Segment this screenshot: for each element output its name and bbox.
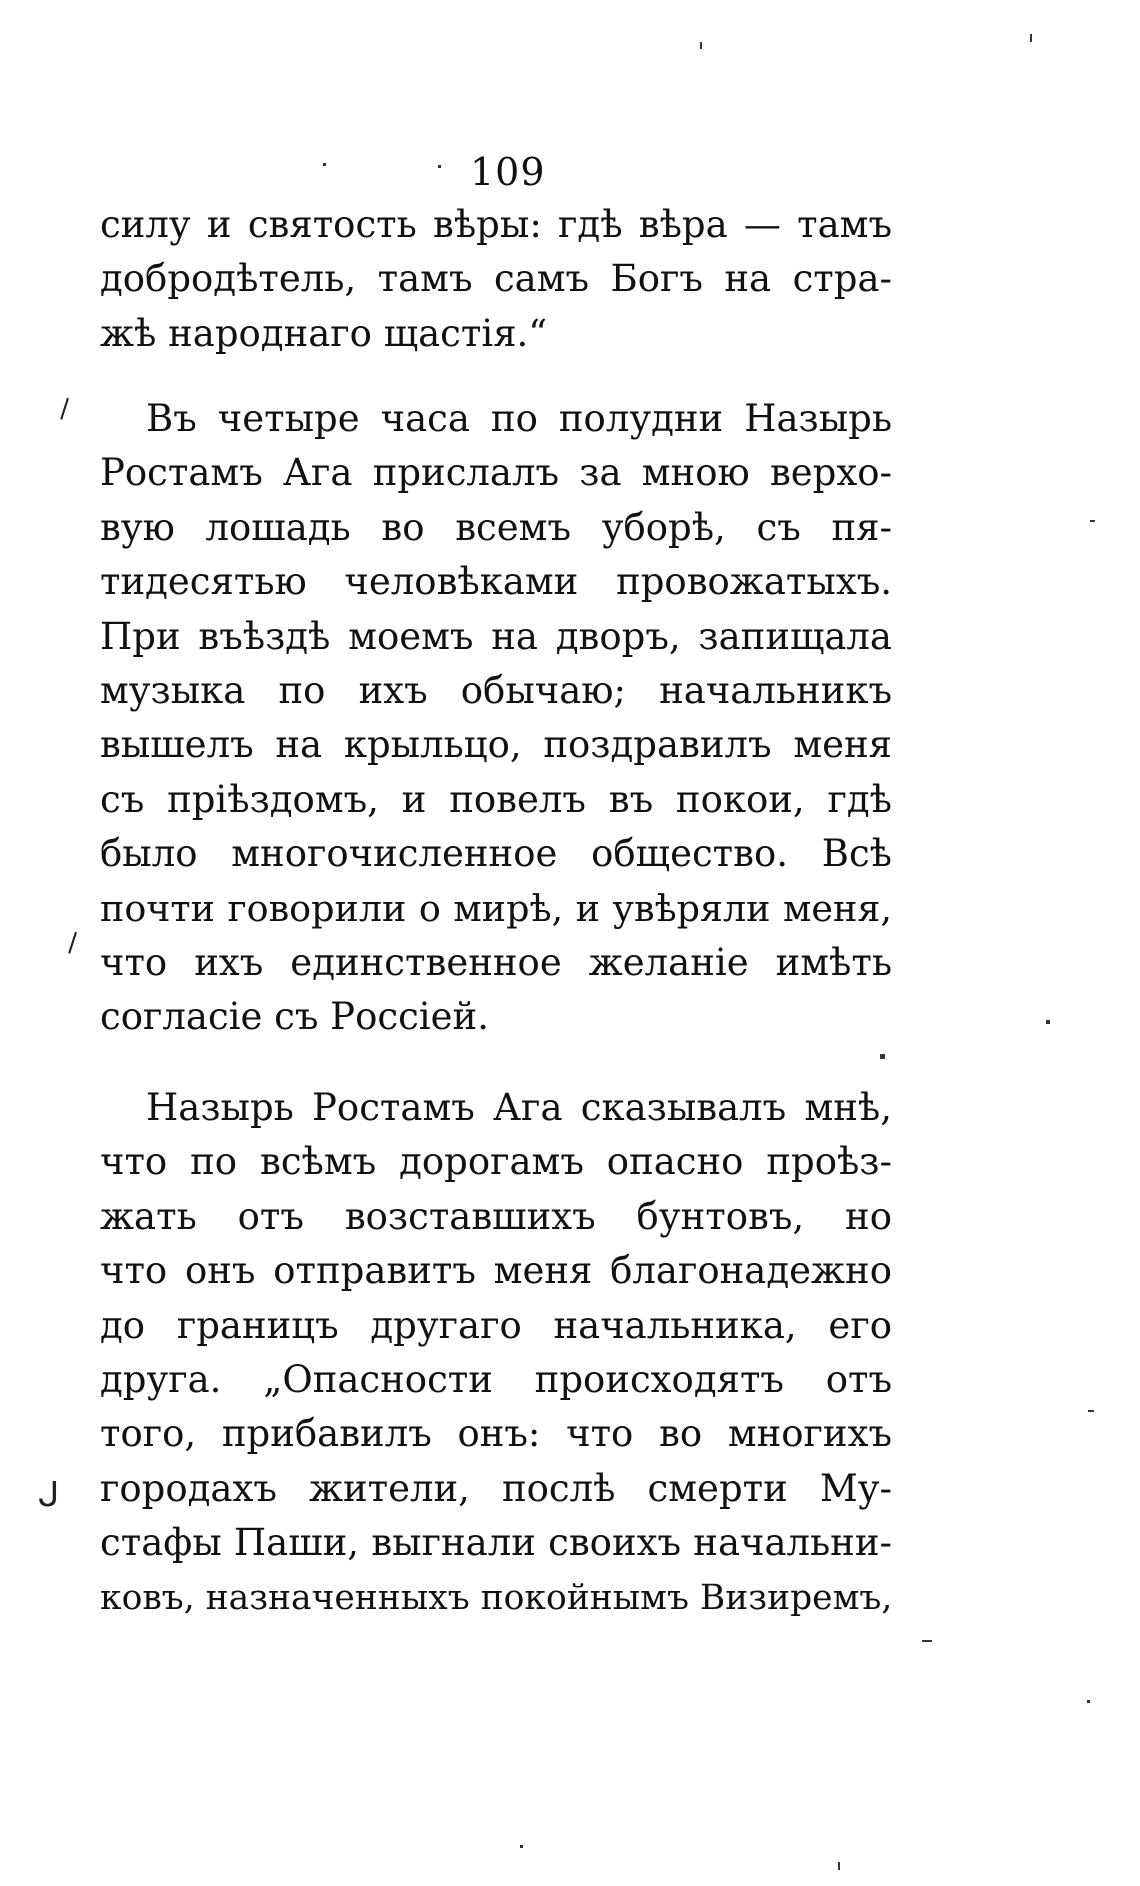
text-line: друга. „Опасности происходятъ отъ <box>100 1357 892 1401</box>
scan-speck <box>700 42 702 49</box>
text-line: вую лошадь во всемъ уборѣ, съ пя- <box>100 505 892 549</box>
scan-speck <box>323 163 326 166</box>
text-line: Ростамъ Ага прислалъ за мною верхо- <box>100 451 892 495</box>
text-line: стафы Паши, выгнали своихъ начальни- <box>100 1521 892 1565</box>
page-number: 109 <box>470 150 546 194</box>
scan-speck <box>1088 1410 1094 1412</box>
scan-speck <box>1030 34 1032 42</box>
paragraph-2 <box>100 392 892 1045</box>
scan-speck <box>838 1862 840 1870</box>
scan-speck <box>438 165 441 168</box>
text-line: добродѣтель, тамъ самъ Богъ на стра- <box>100 257 892 301</box>
text-line: до границъ другаго начальника, его <box>100 1303 892 1347</box>
text-line: жать отъ возставшихъ бунтовъ, но <box>100 1194 892 1238</box>
text-line: силу и святость вѣры: гдѣ вѣра — тамъ <box>100 203 892 246</box>
text-line: Въ четыре часа по полудни Назырь <box>146 397 892 440</box>
scan-speck <box>922 1640 932 1642</box>
scan-speck <box>1087 1700 1090 1703</box>
scan-speck <box>1046 1020 1050 1024</box>
text-line: музыка по ихъ обычаю; начальникъ <box>100 668 892 712</box>
text-line: согласіе съ Россіей. <box>100 995 489 1039</box>
paragraph-3 <box>100 1081 892 1625</box>
margin-mark: ᒍ <box>38 1475 60 1515</box>
text-line: что онъ отправитъ меня благонадежно <box>100 1249 892 1293</box>
text-line: Назырь Ростамъ Ага сказывалъ мнѣ, <box>146 1086 892 1129</box>
paragraph-1 <box>100 198 892 361</box>
margin-mark: \ <box>52 394 77 424</box>
text-line: того, прибавилъ онъ: что во многихъ <box>100 1412 892 1456</box>
text-line: жѣ народнаго щастія.“ <box>100 311 548 355</box>
text-line: было многочисленное общество. Всѣ <box>100 832 892 876</box>
text-line: тидесятью человѣками провожатыхъ. <box>100 560 892 604</box>
text-line: При въѣздѣ моемъ на дворъ, запищала <box>100 614 892 658</box>
text-line: что по всѣмъ дорогамъ опасно проѣз- <box>100 1140 892 1184</box>
text-line: что ихъ единственное желаніе имѣть <box>100 940 892 984</box>
text-line: ковъ, назначенныхъ покойнымъ Визиремъ, <box>100 1577 893 1618</box>
text-line: городахъ жители, послѣ смерти Му- <box>100 1466 892 1510</box>
text-line: почти говорили о мирѣ, и увѣряли меня, <box>100 886 892 930</box>
margin-mark: \ <box>60 928 85 958</box>
text-line: вышелъ на крыльцо, поздравилъ меня <box>100 723 892 767</box>
scan-speck <box>880 1054 885 1059</box>
scan-speck <box>1090 520 1095 522</box>
text-line: съ пріѣздомъ, и повелъ въ покои, гдѣ <box>100 777 892 821</box>
scan-speck <box>520 1845 523 1848</box>
